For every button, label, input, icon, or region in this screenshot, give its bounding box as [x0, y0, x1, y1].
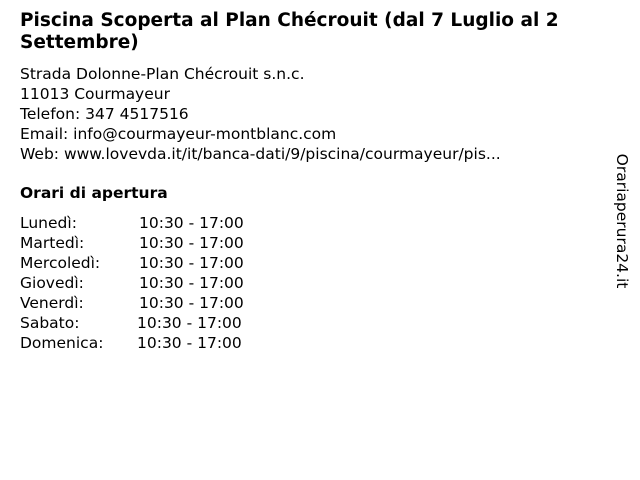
time-range: 10:30 - 17:00 [139, 254, 244, 272]
day-label: Giovedì: [20, 274, 84, 292]
day-label: Sabato: [20, 314, 80, 332]
day-label: Venerdì: [20, 294, 84, 312]
time-range: 10:30 - 17:00 [139, 234, 244, 252]
address-block [20, 64, 600, 164]
day-label: Lunedì: [20, 214, 77, 232]
website-link[interactable]: Web: www.lovevda.it/it/banca-dati/9/piscina/courmayeur/pis... [20, 145, 501, 163]
brand-text: Orariaperura24.it [613, 153, 631, 289]
day-label: Domenica: [20, 334, 104, 352]
page-title: Piscina Scoperta al Plan Chécrouit (dal 7 Luglio al 2 Settembre) [20, 10, 559, 53]
time-range: 10:30 - 17:00 [139, 214, 244, 232]
time-range: 10:30 - 17:00 [137, 314, 242, 332]
day-label: Mercoledì: [20, 254, 101, 272]
day-label: Martedì: [20, 234, 85, 252]
city: 11013 Courmayeur [20, 85, 170, 103]
time-range: 10:30 - 17:00 [137, 334, 242, 352]
brand-watermark [612, 135, 632, 307]
email-link[interactable]: Email: info@courmayeur-montblanc.com [20, 125, 337, 143]
street-address: Strada Dolonne-Plan Chécrouit s.n.c. [20, 65, 305, 83]
time-range: 10:30 - 17:00 [139, 274, 244, 292]
time-range: 10:30 - 17:00 [139, 294, 244, 312]
phone: Telefon: 347 4517516 [20, 105, 189, 123]
opening-hours-heading: Orari di apertura [20, 184, 168, 202]
